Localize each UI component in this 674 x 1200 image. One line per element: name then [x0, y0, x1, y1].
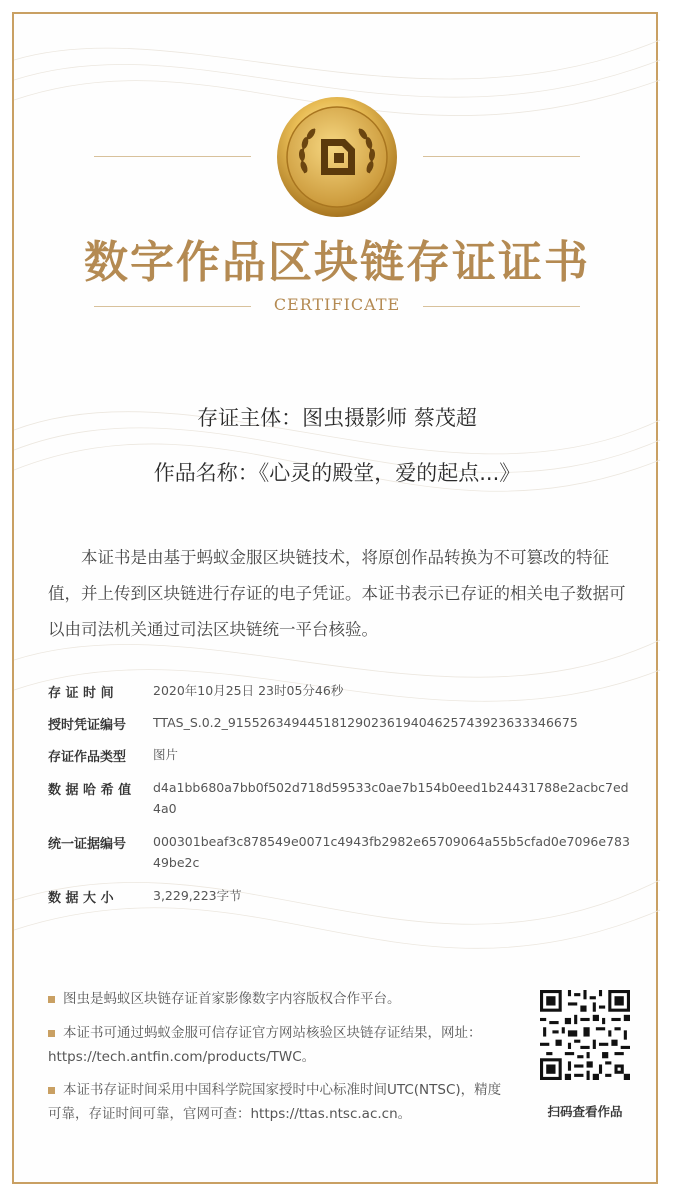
- qr-code-icon[interactable]: [540, 990, 630, 1080]
- divider-right-top: [423, 156, 580, 157]
- field-label-time-cert-id: 授时凭证编号: [48, 718, 127, 733]
- certificate-subtitle: CERTIFICATE: [273, 295, 401, 314]
- divider-left-top: [94, 156, 251, 157]
- divider-right-subtitle: [423, 306, 580, 307]
- square-bullet-icon: [48, 996, 55, 1003]
- note-item: [48, 1078, 508, 1126]
- field-value-time-cert-id: TTAS_S.0.2_91552634944518129023619404625743923633346675: [153, 715, 578, 730]
- field-value-data-size: 3,229,223字节: [153, 888, 242, 903]
- field-label-work-type: 存证作品类型: [48, 750, 127, 765]
- work-title-line: 作品名称：《心灵的殿堂，爱的起点...》: [153, 461, 521, 485]
- square-bullet-icon: [48, 1030, 55, 1037]
- subject-line: 存证主体：图虫摄影师 蔡茂超: [197, 406, 477, 430]
- gold-seal-icon: [275, 95, 399, 219]
- qr-caption: 扫码查看作品: [547, 1104, 623, 1119]
- square-bullet-icon: [48, 1087, 55, 1094]
- note-item: [48, 1021, 508, 1069]
- field-label-hash: 数 据 哈 希 值: [48, 783, 132, 798]
- statement-text: 本证书是由基于蚂蚁金服区块链技术，将原创作品转换为不可篡改的特征值，并上传到区块链进行存证的电子凭证。本证书表示已存证的相关电子数据可以由司法机关通过司法区块链统一平台核验。: [48, 548, 626, 639]
- note-text: 本证书可通过蚂蚁金服可信存证官方网站核验区块链存证结果，网址：https://tech.antfin.com/products/TWC。: [48, 1025, 482, 1065]
- note-text: 本证书存证时间采用中国科学院国家授时中心标准时间UTC(NTSC)，精度可靠，存证时间可靠，官网可查：https://ttas.ntsc.ac.cn。: [48, 1082, 502, 1122]
- field-label-data-size: 数 据 大 小: [48, 891, 114, 906]
- field-label-evidence-id: 统一证据编号: [48, 837, 127, 852]
- field-value-evidence-id: 000301beaf3c878549e0071c4943fb2982e65709064a55b5cfad0e7096e78349be2c: [153, 834, 630, 870]
- certificate-title: 数字作品区块链存证证书: [84, 237, 590, 288]
- note-text: 图虫是蚂蚁区块链存证首家影像数字内容版权合作平台。: [63, 991, 401, 1007]
- field-value-timestamp: 2020年10月25日 23时05分46秒: [153, 683, 344, 698]
- certificate-statement: [48, 540, 630, 648]
- field-label-timestamp: 存 证 时 间: [48, 686, 114, 701]
- field-value-hash: d4a1bb680a7bb0f502d718d59533c0ae7b154b0eed1b24431788e2acbc7ed4a0: [153, 780, 629, 816]
- field-value-work-type: 图片: [153, 747, 179, 762]
- note-item: [48, 987, 508, 1011]
